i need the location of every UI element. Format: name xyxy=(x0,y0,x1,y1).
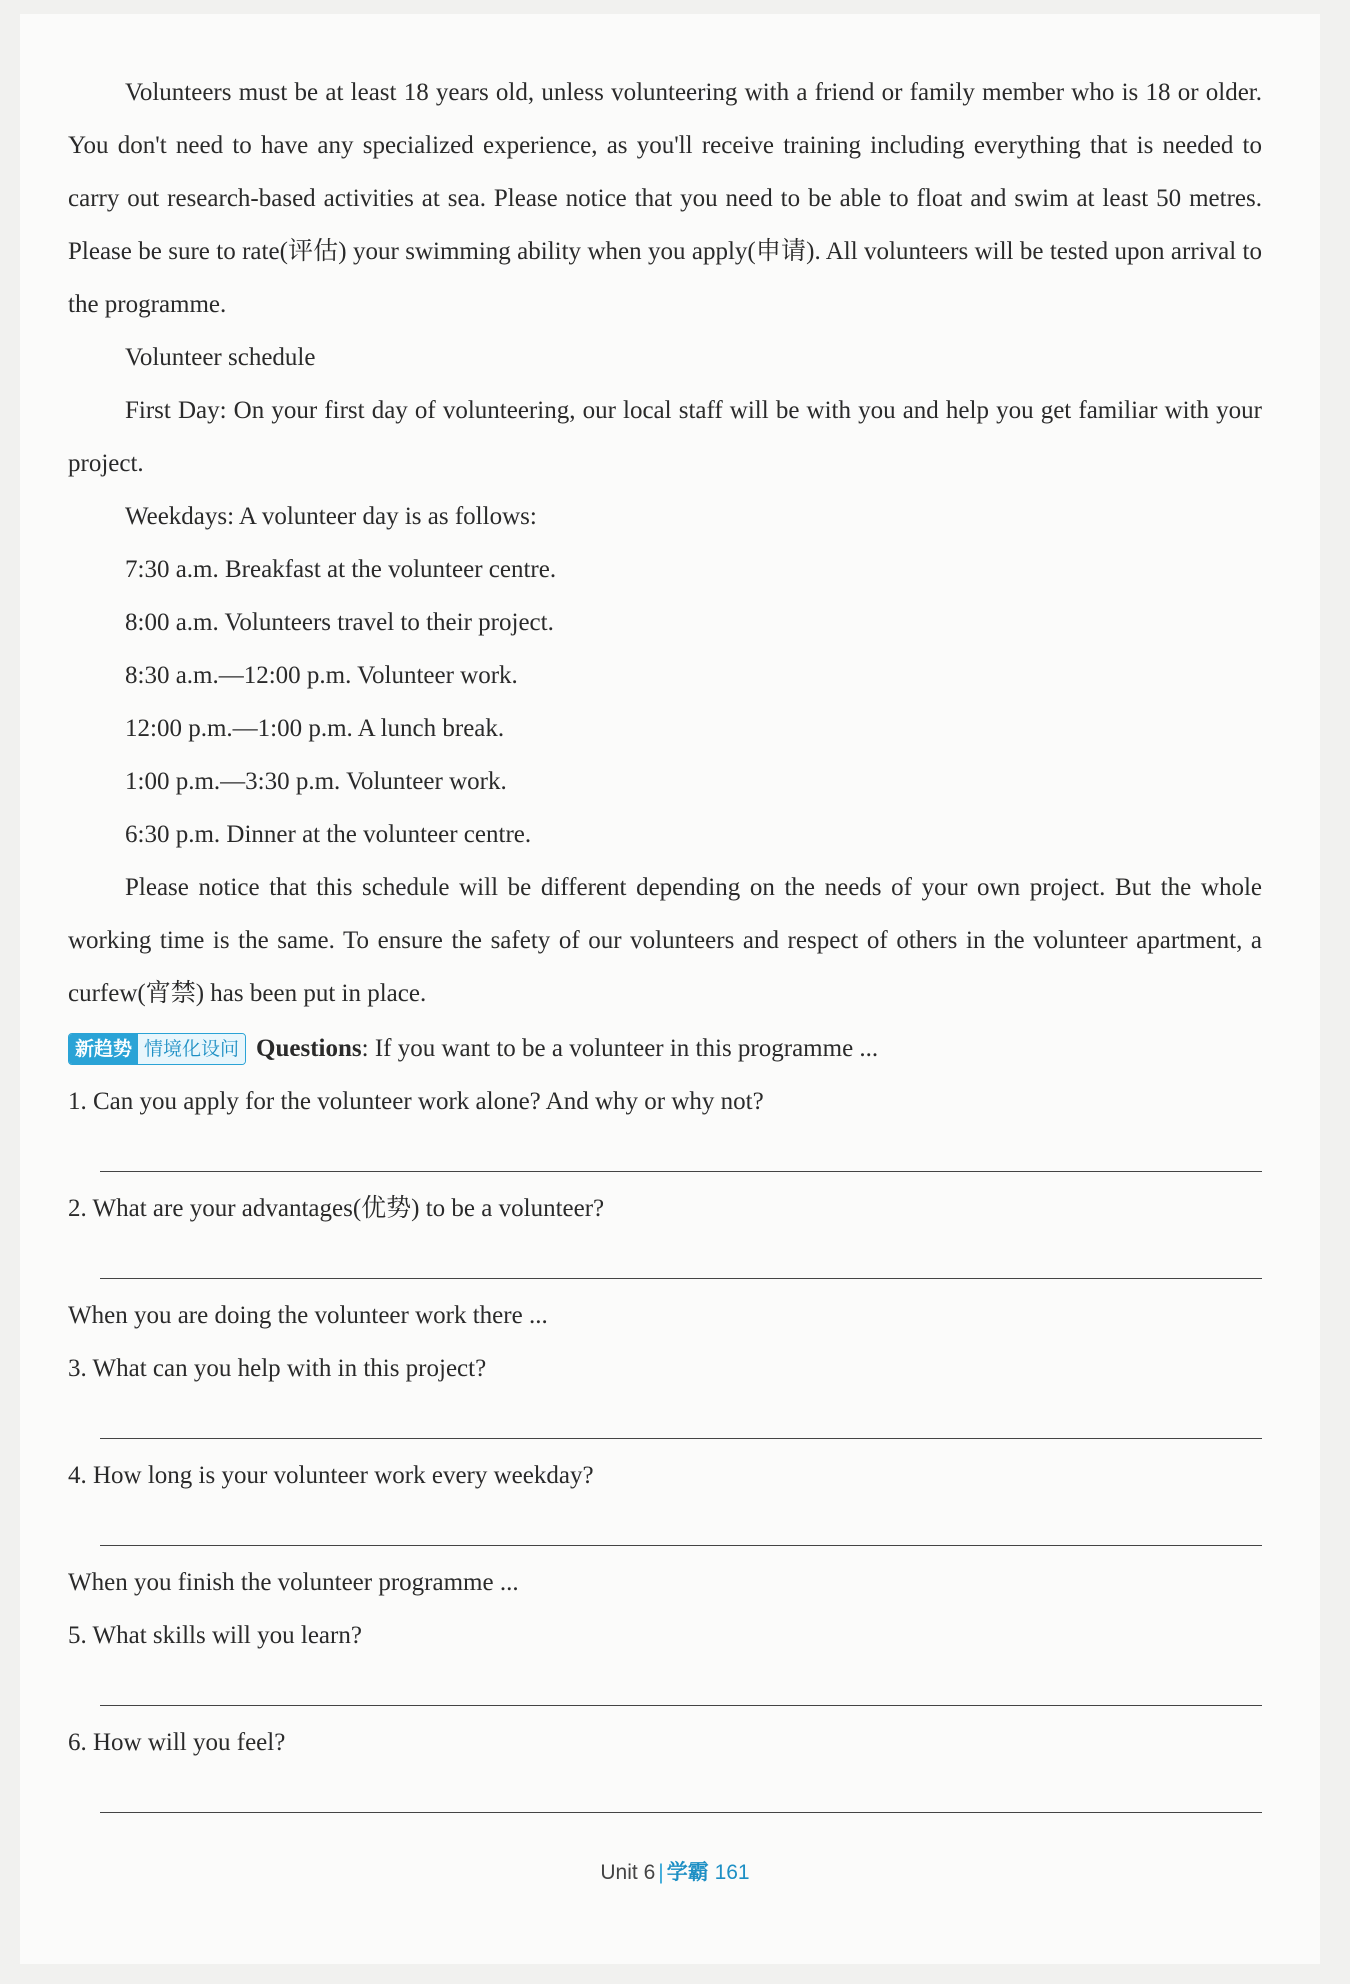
question-1: 1. Can you apply for the volunteer work alone? And why or why not? xyxy=(68,1088,764,1115)
schedule-item: 8:30 a.m.—12:00 p.m. Volunteer work. xyxy=(125,662,518,689)
question-3: 3. What can you help with in this project? xyxy=(68,1355,487,1382)
closing-paragraph: Please notice that this schedule will be different depending on the needs of your own project. But the whole working time is the same. To ensure the safety of our volunteers and respect of others in the volunteer apartment, a curfew(宵禁) has been put in place. xyxy=(68,874,1262,1007)
trend-tag xyxy=(68,1033,246,1065)
weekdays-line: Weekdays: A volunteer day is as follows: xyxy=(125,503,537,530)
trend-tag-part2: 情境化设问 xyxy=(138,1034,245,1064)
passage-paragraph-1: Volunteers must be at least 18 years old, unless volunteering with a friend or family member who is 18 or older. You don't need to have any specialized experience, as you'll receive training including everything that is needed to carry out research-based activities at sea. Please notice that you need to be able to float and swim at least 50 metres. Please be sure to rate(评估) your swimming ability when you apply(申请). All volunteers will be tested upon arrival to the programme. xyxy=(68,79,1262,318)
question-4: 4. How long is your volunteer work every weekday? xyxy=(68,1462,594,1489)
footer-unit: Unit 6 xyxy=(600,1861,656,1884)
footer-brand: 学霸 xyxy=(666,1861,709,1884)
first-day-paragraph: First Day: On your first day of volunteering, our local staff will be with you and help you get familiar with your project. xyxy=(68,397,1262,477)
trend-tag-part1: 新趋势 xyxy=(69,1034,138,1064)
question-6: 6. How will you feel? xyxy=(68,1729,286,1756)
question-2: 2. What are your advantages(优势) to be a volunteer? xyxy=(68,1195,605,1222)
questions-intro: : If you want to be a volunteer in this programme ... xyxy=(361,1035,879,1062)
page-footer xyxy=(0,1856,1350,1886)
question-5: 5. What skills will you learn? xyxy=(68,1622,362,1649)
questions-header xyxy=(68,1022,1262,1075)
schedule-item: 1:00 p.m.—3:30 p.m. Volunteer work. xyxy=(125,768,507,795)
schedule-item: 8:00 a.m. Volunteers travel to their project. xyxy=(125,609,554,636)
page-number: 161 xyxy=(714,1861,750,1884)
questions-label: Questions xyxy=(256,1035,362,1062)
footer-separator: | xyxy=(658,1861,664,1884)
section-finish: When you finish the volunteer programme ... xyxy=(68,1569,519,1596)
schedule-item: 6:30 p.m. Dinner at the volunteer centre. xyxy=(125,821,532,848)
schedule-item: 7:30 a.m. Breakfast at the volunteer centre. xyxy=(125,556,557,583)
section-doing: When you are doing the volunteer work there ... xyxy=(68,1302,548,1329)
worksheet-content xyxy=(68,66,1262,1823)
schedule-item: 12:00 p.m.—1:00 p.m. A lunch break. xyxy=(125,715,505,742)
schedule-heading: Volunteer schedule xyxy=(125,344,316,371)
